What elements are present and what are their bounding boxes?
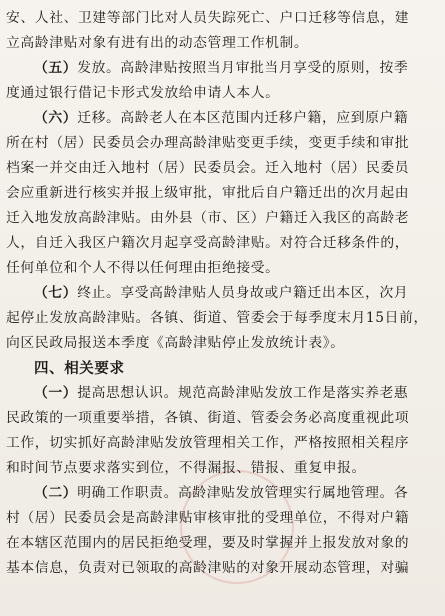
requirement-two-line — [0, 481, 445, 506]
text-line: 村（居）民委员会是高龄津贴审核审批的受理单位，不得对户籍 — [6, 510, 410, 526]
text-line: 度通过银行借记卡形式发放给申请人本人。 — [6, 85, 280, 101]
section-seven-line — [0, 281, 445, 306]
document-body — [0, 6, 445, 581]
text-line: 在本辖区范围内的居民拒绝受理，要及时掌握并上报发放对象的 — [6, 535, 410, 551]
text-line: 基本信息，负责对已领取的高龄津贴的对象开展动态管理，对骗 — [6, 560, 410, 576]
section-five-line — [0, 56, 445, 81]
item-number: （六） — [34, 110, 78, 126]
text-line: 起停止发放高龄津贴。各镇、街道、管委会于每季度末月15日前， — [6, 310, 428, 326]
text-line: 安、人社、卫建等部门比对人员失踪死亡、户口迁移等信息，建 — [6, 10, 410, 26]
text-line: 档案一并交由迁入地村（居）民委员会。迁入地村（居）民委员 — [6, 160, 410, 176]
text-line: 向区民政局报送本季度《高龄津贴停止发放统计表》。 — [6, 335, 345, 351]
text-line: 发放。高龄津贴按照当月审批当月享受的原则，按季 — [77, 60, 409, 76]
text-line: 提高思想认识。规范高龄津贴发放工作是落实养老惠 — [77, 385, 409, 401]
text-line: 民政策的一项重要举措，各镇、街道、管委会务必高度重视此项 — [6, 410, 410, 426]
text-line: 所在村（居）民委员会办理高龄津贴变更手续，变更手续和审批 — [6, 135, 410, 151]
item-number: （五） — [34, 60, 78, 76]
text-line: 终止。享受高龄津贴人员身故或户籍迁出本区，次月 — [77, 285, 409, 301]
item-number: （二） — [34, 485, 78, 501]
text-line: 明确工作职责。高龄津贴发放管理实行属地管理。各 — [77, 485, 409, 501]
item-number: （一） — [34, 385, 78, 401]
section-six-line — [0, 106, 445, 131]
text-line: 人，自迁入我区户籍次月起享受高龄津贴。对符合迁移条件的， — [6, 235, 410, 251]
item-number: （七） — [34, 285, 78, 301]
text-line: 会应重新进行核实并报上级审批，审批后自户籍迁出的次月起由 — [6, 185, 410, 201]
text-line: 任何单位和个人不得以任何理由拒绝接受。 — [6, 260, 280, 276]
section-heading: 四、相关要求 — [34, 360, 125, 377]
text-line: 工作，切实抓好高龄津贴发放管理相关工作，严格按照相关程序 — [6, 435, 410, 451]
text-line: 和时间节点要求落实到位，不得漏报、错报、重复申报。 — [6, 460, 366, 476]
requirement-one-line — [0, 381, 445, 406]
text-line: 立高龄津贴对象有进有出的动态管理工作机制。 — [6, 35, 309, 51]
text-line: 迁入地发放高龄津贴。由外县（市、区）户籍迁入我区的高龄老 — [6, 210, 410, 226]
text-line: 迁移。高龄老人在本区范围内迁移户籍，应到原户籍 — [77, 110, 409, 126]
